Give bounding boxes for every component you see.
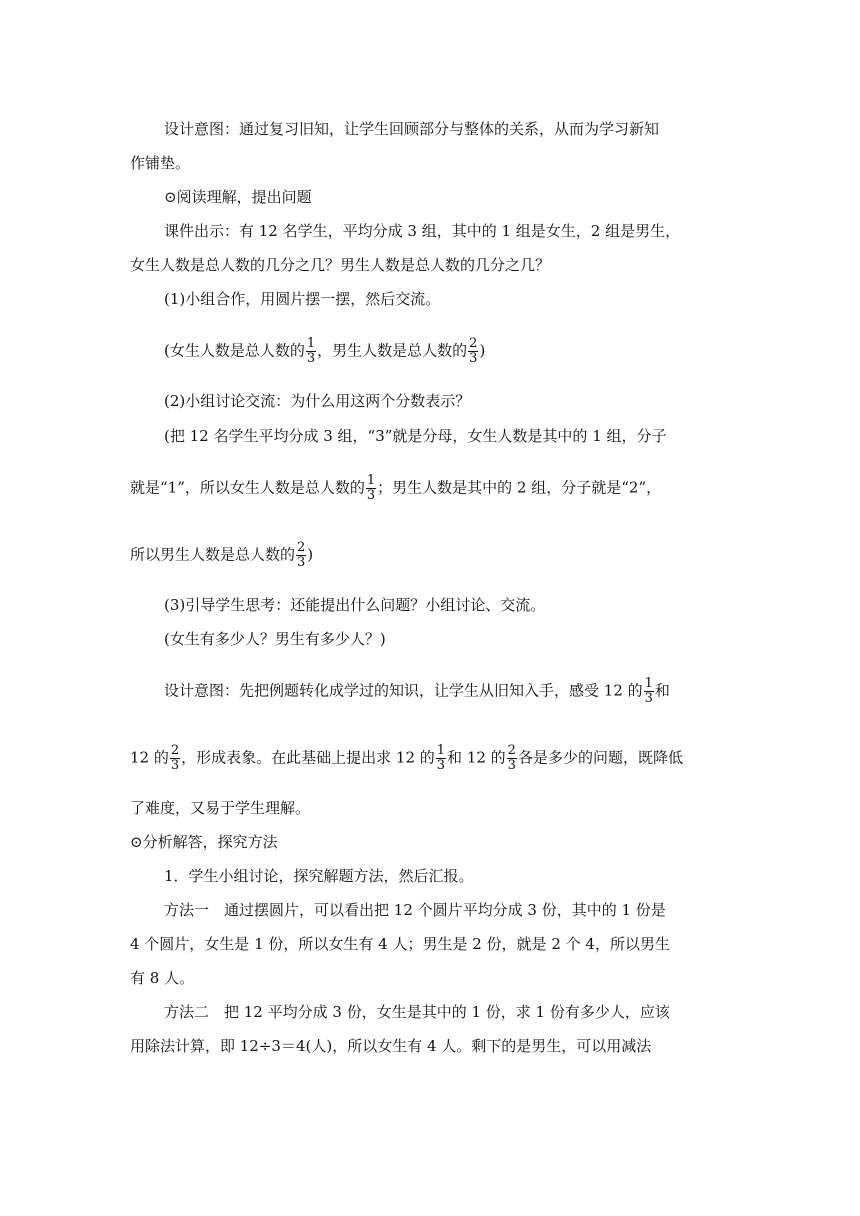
design-intent-2-line-3: 了难度，又易于学生理解。 <box>130 799 311 817</box>
fraction-numerator: 2 <box>507 743 516 758</box>
answer-2-text-b: ；男生人数是其中的 2 组，分子就是“2”， <box>377 478 662 497</box>
fraction-numerator: 1 <box>306 336 316 351</box>
fraction-two-thirds <box>296 541 306 570</box>
fraction-numerator: 1 <box>436 743 446 758</box>
fraction-denominator: 3 <box>436 758 446 773</box>
section-heading-analysis: ⊙分析解答，探究方法 <box>130 833 278 851</box>
fraction-numerator: 2 <box>170 743 180 758</box>
fraction-denominator: 3 <box>297 555 306 570</box>
method-1-line-2: 4 个圆片，女生是 1 份，所以女生有 4 人；男生是 2 份，就是 2 个 4，所以男生 <box>130 935 670 953</box>
step-3: (3)引导学生思考：还能提出什么问题？小组讨论、交流。 <box>164 596 546 614</box>
fraction-numerator: 2 <box>297 540 306 555</box>
answer-1-text-b: ，男生人数是总人数的 <box>317 341 468 360</box>
answer-2-text-a: 就是“1”，所以女生人数是总人数的 <box>130 478 365 497</box>
fraction-two-thirds <box>170 744 180 773</box>
design-intent-2-text-f: 各是多少的问题，既降低 <box>517 748 683 767</box>
method-1-line-1: 方法一 通过摆圆片，可以看出把 12 个圆片平均分成 3 份，其中的 1 份是 <box>164 901 666 919</box>
design-intent-2-line-1 <box>164 677 670 706</box>
answer-1 <box>164 337 485 366</box>
answer-3: (女生有多少人？男生有多少人？) <box>164 630 386 648</box>
fraction-two-thirds <box>507 744 517 773</box>
fraction-denominator: 3 <box>306 351 316 366</box>
answer-2-line-1: (把 12 名学生平均分成 3 组，“3”就是分母，女生人数是其中的 1 组，分子 <box>164 427 667 445</box>
answer-2-line-2 <box>130 474 661 503</box>
method-2-line-1: 方法二 把 12 平均分成 3 份，女生是其中的 1 份，求 1 份有多少人，应该 <box>164 1003 670 1021</box>
answer-2-line-3 <box>130 541 313 570</box>
fraction-two-thirds <box>468 337 478 366</box>
step-4: 1．学生小组讨论，探究解题方法，然后汇报。 <box>164 867 474 885</box>
method-1-line-3: 有 8 人。 <box>130 969 195 987</box>
method-2-line-2: 用除法计算，即 12÷3＝4(人)，所以女生有 4 人。剩下的是男生，可以用减法 <box>130 1037 652 1055</box>
design-intent-2-text-c: 12 的 <box>130 748 169 767</box>
design-intent-2-text-b: 和 <box>654 681 670 700</box>
answer-2-text-d: ) <box>307 545 314 564</box>
fraction-denominator: 3 <box>644 691 653 706</box>
fraction-numerator: 2 <box>469 336 478 351</box>
fraction-one-third <box>436 744 446 773</box>
design-intent-2-line-2 <box>130 744 683 773</box>
fraction-one-third <box>366 474 376 503</box>
step-2: (2)小组讨论交流：为什么用这两个分数表示？ <box>164 392 471 410</box>
fraction-denominator: 3 <box>170 758 180 773</box>
answer-1-text-a: (女生人数是总人数的 <box>164 341 305 360</box>
fraction-numerator: 1 <box>644 676 653 691</box>
section-heading-reading: ⊙阅读理解，提出问题 <box>164 188 312 206</box>
answer-2-text-c: 所以男生人数是总人数的 <box>130 545 296 564</box>
design-intent-1-line-2: 作铺垫。 <box>130 154 191 172</box>
fraction-denominator: 3 <box>366 488 376 503</box>
fraction-numerator: 1 <box>366 473 376 488</box>
courseware-line-2: 女生人数是总人数的几分之几？男生人数是总人数的几分之几？ <box>130 256 551 274</box>
courseware-line-1: 课件出示：有 12 名学生，平均分成 3 组，其中的 1 组是女生，2 组是男生， <box>164 222 681 240</box>
answer-1-text-c: ) <box>479 341 486 360</box>
fraction-one-third <box>306 337 316 366</box>
design-intent-2-text-a: 设计意图：先把例题转化成学过的知识，让学生从旧知入手，感受 12 的 <box>164 681 643 700</box>
design-intent-2-text-e: 和 12 的 <box>447 748 506 767</box>
fraction-denominator: 3 <box>507 758 516 773</box>
step-1: (1)小组合作，用圆片摆一摆，然后交流。 <box>164 290 441 308</box>
fraction-one-third <box>644 677 654 706</box>
design-intent-1-line-1: 设计意图：通过复习旧知，让学生回顾部分与整体的关系，从而为学习新知 <box>164 120 660 138</box>
fraction-denominator: 3 <box>469 351 478 366</box>
design-intent-2-text-d: ，形成表象。在此基础上提出求 12 的 <box>181 748 435 767</box>
